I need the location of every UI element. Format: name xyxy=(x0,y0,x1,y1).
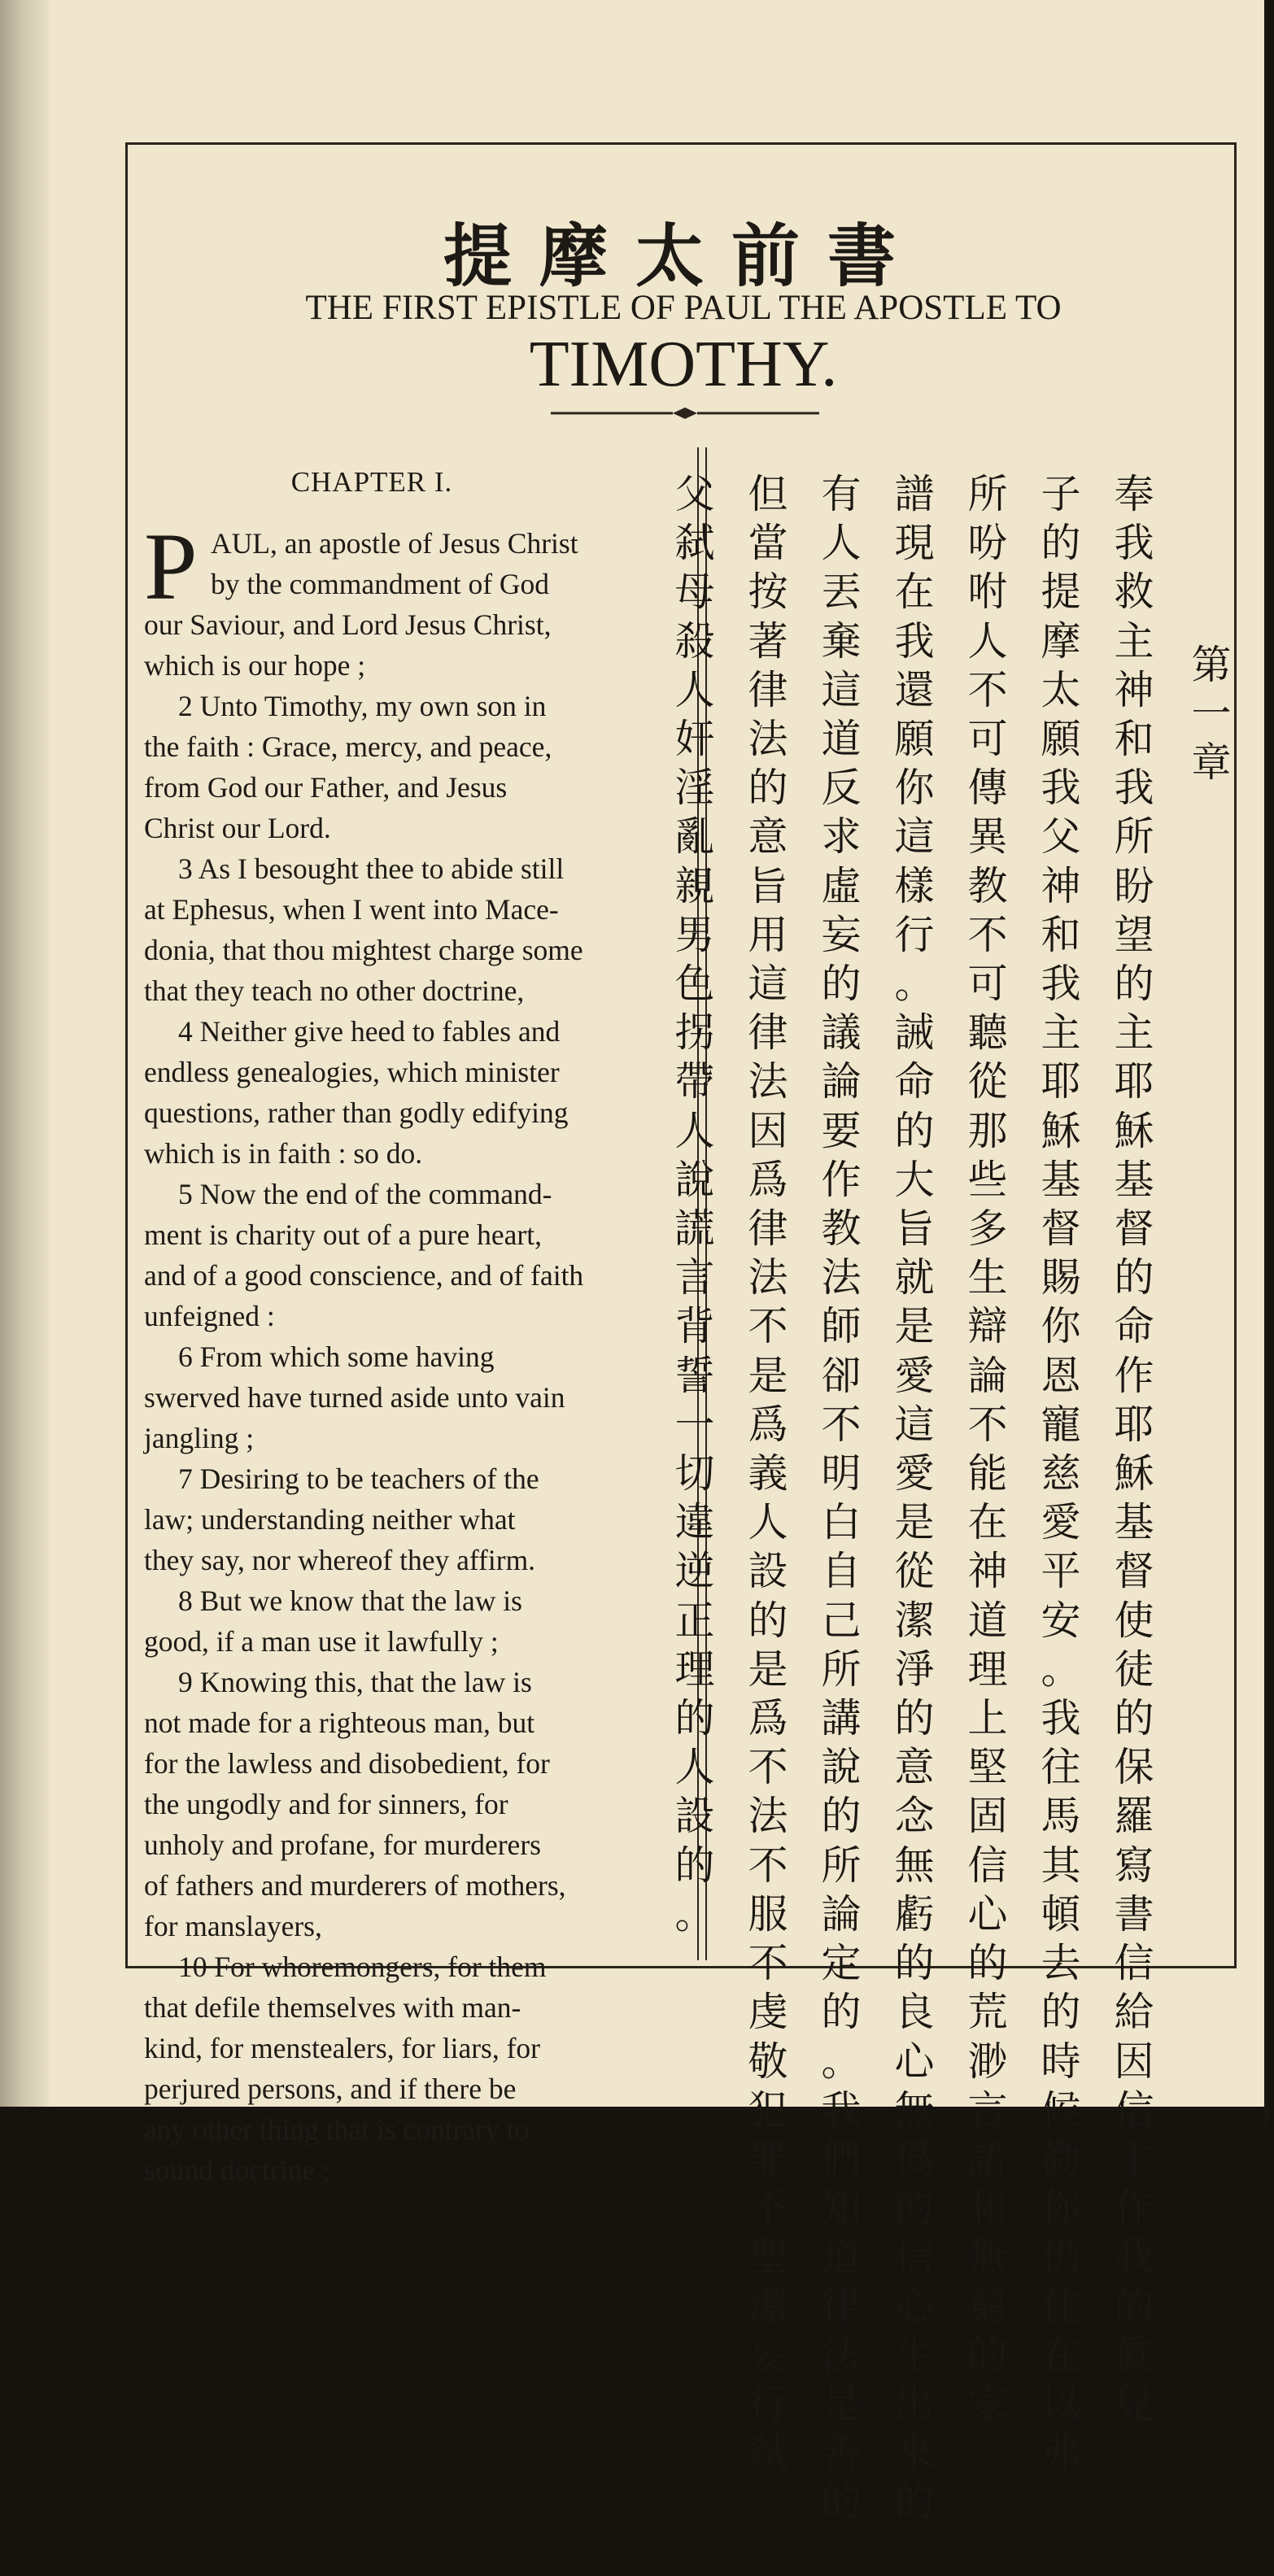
english-line: at Ephesus, when I went into Mace- xyxy=(144,893,559,926)
chinese-column: 但 當 按 著 律 法 的 意 旨 用 這 律 法 因 爲 律 法 不 是 爲 義 人 設 的 是 爲 不 法 不 服 不 虔 敬 犯 罪 不 聖 潔 妄 行 弑 xyxy=(748,471,788,2477)
english-line: our Saviour, and Lord Jesus Christ, xyxy=(144,608,552,641)
english-line: 10 For whoremongers, for them xyxy=(178,1951,547,1983)
english-line: the faith : Grace, mercy, and peace, xyxy=(144,730,552,763)
page-spine-shadow xyxy=(0,0,49,2107)
english-line: 6 From which some having xyxy=(178,1340,495,1373)
drop-cap: P xyxy=(144,513,198,620)
english-line: for the lawless and disobedient, for xyxy=(144,1747,550,1780)
chinese-column: 奉 我 救 主 神 和 我 所 盼 望 的 主 耶 穌 基 督 的 命 作 耶 穌 基 督 使 徒 的 保 羅 寫 書 信 給 因 信 主 作 我 的 眞 兒 xyxy=(1114,471,1154,2427)
english-line: 4 Neither give heed to fables and xyxy=(178,1015,561,1048)
english-line: the ungodly and for sinners, for xyxy=(144,1788,508,1820)
english-line: perjured persons, and if there be xyxy=(144,2073,517,2105)
english-line: 3 As I besought thee to abide still xyxy=(178,852,565,885)
chinese-column: 所 吩 咐 人 不 可 傳 異 教 不 可 聽 從 那 些 多 生 辯 論 不 能 在 神 道 理 上 堅 固 信 心 的 荒 渺 言 語 和 無 窮 的 家 xyxy=(967,471,1008,2427)
english-line: they say, nor whereof they affirm. xyxy=(144,1544,536,1576)
chinese-column: 有 人 丟 棄 這 道 反 求 虛 妄 的 議 論 要 作 教 法 師 卻 不 明 白 自 己 所 講 說 的 所 論 定 的 。 我 們 知 道 律 法 是 善 的 xyxy=(821,471,862,2526)
english-line: which is our hope ; xyxy=(144,649,366,682)
text-frame xyxy=(125,142,1237,2574)
english-line: from God our Father, and Jesus xyxy=(144,771,508,804)
title-ornament xyxy=(551,407,819,420)
english-line: jangling ; xyxy=(144,1422,255,1454)
english-line: Christ our Lord. xyxy=(144,812,331,844)
chinese-column: 譜 現 在 我 還 願 你 這 樣 行 。 誡 命 的 大 旨 就 是 愛 這 愛 是 從 潔 淨 的 意 念 無 虧 的 良 心 無 僞 的 信 心 生 出 來 的 。 xyxy=(894,471,935,2574)
english-line: of fathers and murderers of mothers, xyxy=(144,1869,566,1902)
english-line: unholy and profane, for murderers xyxy=(144,1828,541,1861)
title-chinese: 提摩太前書 xyxy=(443,216,923,296)
english-line: sound doctrine ; xyxy=(144,2154,330,2186)
english-line: AUL, an apostle of Jesus Christ xyxy=(211,527,578,560)
english-line: swerved have turned aside unto vain xyxy=(144,1381,565,1414)
english-line: for manslayers, xyxy=(144,1910,322,1942)
english-line: 8 But we know that the law is xyxy=(178,1584,522,1617)
chinese-column: 子 的 提 摩 太 願 我 父 神 和 我 主 耶 穌 基 督 賜 你 恩 寵 慈 愛 平 安 。 我 往 馬 其 頓 去 的 時 候 勸 你 仍 住 在 以 弗 xyxy=(1041,471,1081,2477)
english-line: that defile themselves with man- xyxy=(144,1991,521,2024)
english-line: donia, that thou mightest charge some xyxy=(144,934,583,966)
english-line: not made for a righteous man, but xyxy=(144,1706,535,1739)
title-english-line2: TIMOTHY. xyxy=(529,329,838,400)
english-line: kind, for menstealers, for liars, for xyxy=(144,2032,540,2064)
english-line: 5 Now the end of the command- xyxy=(178,1178,552,1210)
title-english-line1: THE FIRST EPISTLE OF PAUL THE APOSTLE TO xyxy=(305,289,1062,327)
english-line: any other thing that is contrary to xyxy=(144,2113,530,2146)
english-line: 2 Unto Timothy, my own son in xyxy=(178,690,547,722)
english-line: by the commandment of God xyxy=(211,568,550,600)
english-line: and of a good conscience, and of faith xyxy=(144,1259,584,1292)
english-line: that they teach no other doctrine, xyxy=(144,974,525,1007)
english-line: good, if a man use it lawfully ; xyxy=(144,1625,499,1658)
chinese-column: 父 弑 母 殺 人 奸 淫 亂 親 男 色 拐 帶 人 說 謊 言 背 誓 一 切 違 逆 正 理 的 人 設 的 。 xyxy=(674,471,715,1937)
chinese-text-column xyxy=(674,470,1234,2574)
english-line: ment is charity out of a pure heart, xyxy=(144,1218,542,1251)
english-line: 7 Desiring to be teachers of the xyxy=(178,1462,539,1495)
english-line: law; understanding neither what xyxy=(144,1503,516,1536)
english-line: endless genealogies, which minister xyxy=(144,1056,560,1088)
page-edge xyxy=(1264,0,1269,2125)
english-line: 9 Knowing this, that the law is xyxy=(178,1666,532,1698)
english-line: questions, rather than godly edifying xyxy=(144,1096,569,1129)
english-line: which is in faith : so do. xyxy=(144,1137,423,1170)
chapter-heading: CHAPTER I. xyxy=(290,466,453,498)
english-line: unfeigned : xyxy=(144,1300,275,1332)
chinese-chapter-label: 第 一 章 xyxy=(1191,642,1232,787)
